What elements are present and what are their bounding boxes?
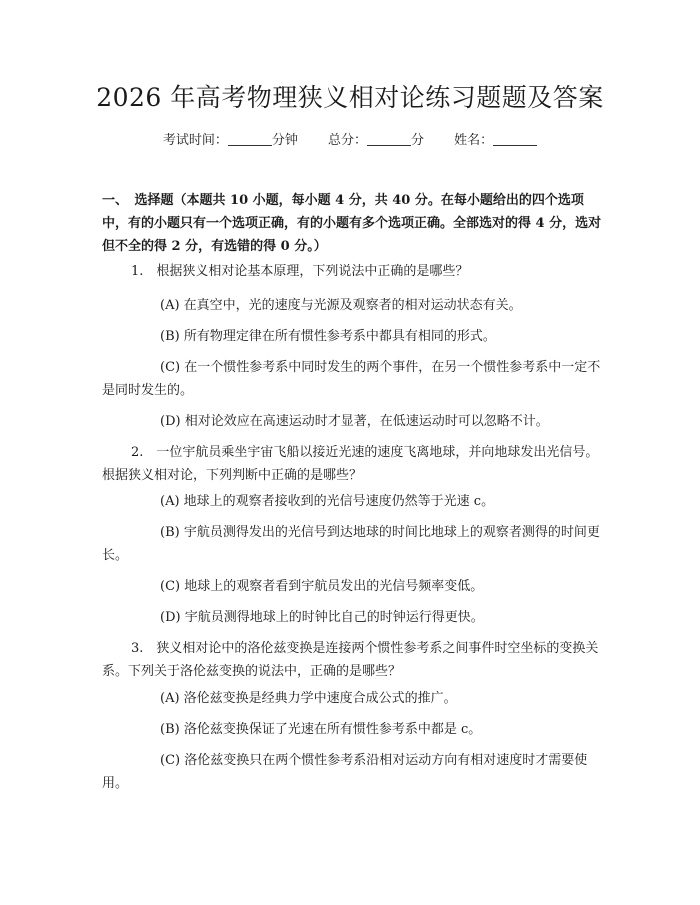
exam-time-unit: 分钟 — [271, 133, 298, 148]
question-3-option-b: (B) 洛伦兹变换保证了光速在所有惯性参考系中都是 c。 — [160, 722, 482, 737]
exam-time-label: 考试时间： — [162, 133, 228, 148]
name-label: 姓名： — [454, 133, 494, 148]
question-2-option-d: (D) 宇航员测得地球上的时钟比自己的时钟运行得更快。 — [160, 610, 484, 625]
question-2-option-a: (A) 地球上的观察者接收到的光信号速度仍然等于光速 c。 — [160, 494, 495, 509]
question-1-option-a: (A) 在真空中，光的速度与光源及观察者的相对运动状态有关。 — [160, 298, 522, 313]
question-1-option-b: (B) 所有物理定律在所有惯性参考系中都具有相同的形式。 — [160, 329, 496, 344]
total-score-blank — [367, 145, 411, 146]
total-score-unit: 分 — [411, 133, 425, 148]
section-heading-choice: 一、 选择题（本题共 10 小题，每小题 4 分，共 40 分。在每小题给出的四个选项中，有的小题只有一个选项正确，有的小题有多个选项正确。全部选对的得 4 分，选对但不全的得 2 分，有选错的得 0 分。） — [102, 193, 602, 254]
question-3-option-a: (A) 洛伦兹变换是经典力学中速度合成公式的推广。 — [160, 691, 457, 706]
question-2-option-c: (C) 地球上的观察者看到宇航员发出的光信号频率变低。 — [160, 579, 484, 594]
total-score-field — [328, 132, 424, 150]
total-score-label: 总分： — [327, 133, 367, 148]
exam-info-line — [0, 132, 700, 150]
question-1-option-d: (D) 相对论效应在高速运动时才显著，在低速运动时可以忽略不计。 — [160, 414, 549, 429]
exam-time-blank — [228, 145, 272, 146]
question-3-option-c: (C) 洛伦兹变换只在两个惯性参考系沿相对运动方向有相对速度时才需要使用。 — [102, 753, 588, 791]
question-2-option-b: (B) 宇航员测得发出的光信号到达地球的时间比地球上的观察者测得的时间更长。 — [102, 525, 600, 563]
document-title: 2026 年高考物理狭义相对论练习题题及答案 — [96, 83, 604, 112]
exam-time-field — [163, 132, 298, 150]
name-blank — [493, 145, 537, 146]
question-1-stem: 1. 根据狭义相对论基本原理，下列说法中正确的是哪些？ — [131, 264, 469, 279]
name-field — [454, 132, 537, 150]
question-3-stem: 3. 狭义相对论中的洛伦兹变换是连接两个惯性参考系之间事件时空坐标的变换关系。下列关于洛伦兹变换的说法中，正确的是哪些？ — [102, 641, 599, 679]
question-1-option-c: (C) 在一个惯性参考系中同时发生的两个事件，在另一个惯性参考系中一定不是同时发生的。 — [102, 360, 601, 398]
question-2-stem: 2. 一位宇航员乘坐宇宙飞船以接近光速的速度飞离地球，并向地球发出光信号。根据狭义相对论，下列判断中正确的是哪些？ — [102, 445, 599, 483]
